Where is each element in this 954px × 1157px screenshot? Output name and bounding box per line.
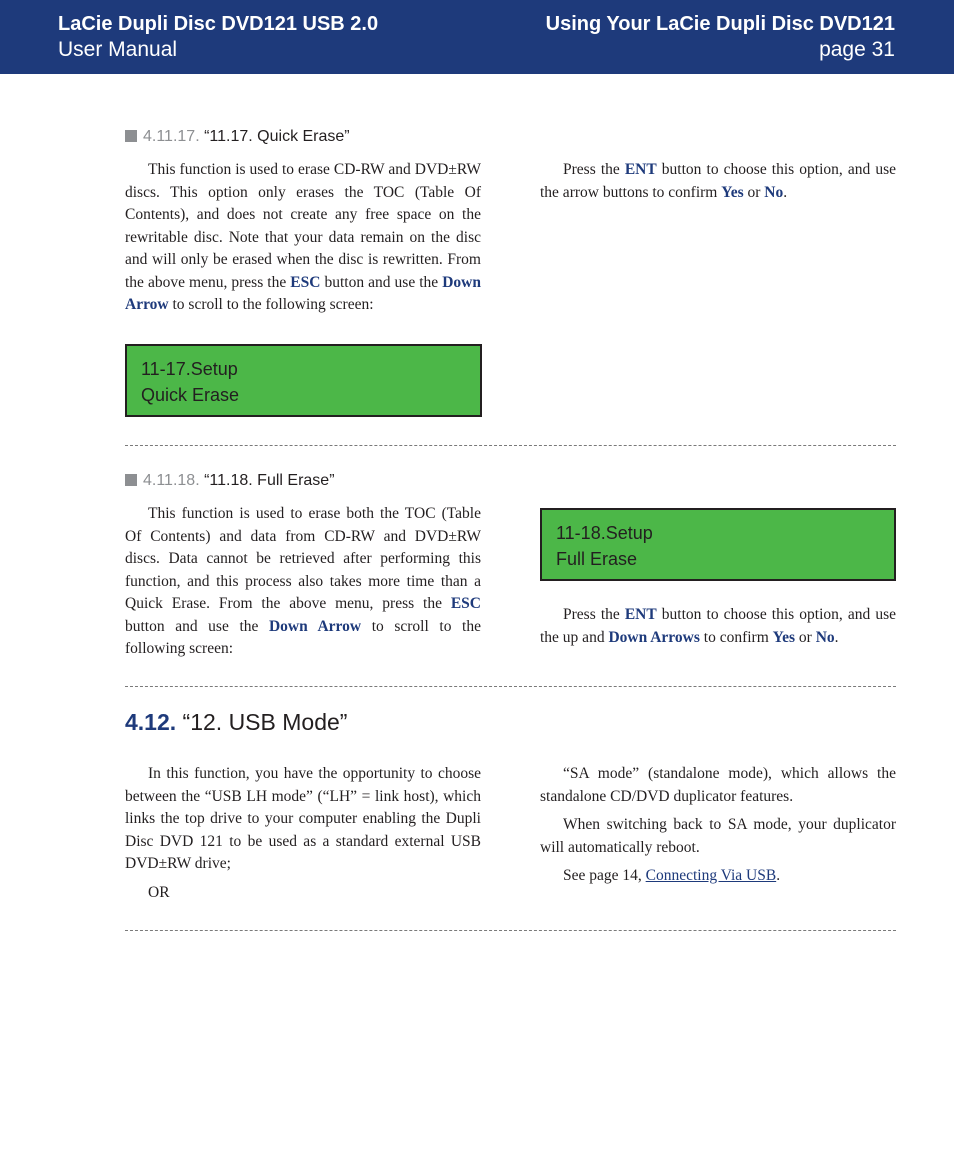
usb-mode-right-column (540, 763, 896, 894)
section-divider (125, 445, 896, 446)
lcd-line-1: 11-17.Setup (141, 359, 238, 379)
connecting-via-usb-link[interactable]: Connecting Via USB (645, 867, 777, 884)
lcd-screen-full-erase (540, 508, 896, 581)
bold-key-term: Yes (721, 183, 744, 201)
lcd-line-2: Quick Erase (141, 385, 240, 405)
bold-key-term: ENT (624, 606, 657, 623)
bullet-square-icon (125, 130, 137, 142)
manual-label: User Manual (58, 38, 178, 61)
bold-key-term: Down Arrow (268, 617, 362, 635)
reboot-paragraph: When switching back to SA mode, your duplicator will automatically reboot. (540, 816, 896, 856)
full-erase-text-column (125, 503, 481, 667)
section-title: “11.18. Full Erase” (204, 472, 335, 489)
lcd-screen-quick-erase (125, 344, 482, 417)
bold-key-term: No (815, 628, 835, 646)
bold-key-term: ESC (450, 595, 481, 612)
section-title: “11.17. Quick Erase” (204, 128, 350, 145)
section-divider (125, 930, 896, 931)
header-right (546, 12, 895, 63)
bold-key-term: ESC (290, 273, 321, 291)
bold-key-term: Yes (772, 628, 796, 646)
section-title: “12. USB Mode” (182, 709, 348, 735)
chapter-title: Using Your LaCie Dupli Disc DVD121 (545, 13, 895, 35)
full-erase-right-column (540, 604, 896, 655)
bold-key-term: Down Arrow (125, 273, 481, 313)
quick-erase-confirm-paragraph: Press the ENT button to choose this option, and use the arrow buttons to confirm Yes or No. (540, 161, 896, 201)
sa-mode-paragraph: “SA mode” (standalone mode), which allows the standalone CD/DVD duplicator features. (540, 765, 896, 805)
section-heading-11-18 (125, 472, 335, 490)
bold-key-term: ENT (624, 161, 657, 178)
product-title: LaCie Dupli Disc DVD121 USB 2.0 (58, 13, 379, 35)
lcd-line-1: 11-18.Setup (556, 523, 653, 543)
section-divider (125, 686, 896, 687)
section-number: 4.12. (125, 709, 177, 735)
section-number: 4.11.17. (143, 128, 200, 145)
usb-mode-or: OR (148, 883, 170, 901)
bullet-square-icon (125, 474, 137, 486)
page-header (0, 0, 954, 74)
quick-erase-text-column (125, 159, 481, 323)
section-heading-12 (125, 709, 347, 736)
bold-key-term: Down Arrows (608, 628, 700, 646)
see-page-paragraph: See page 14, Connecting Via USB. (563, 867, 781, 884)
lcd-line-2: Full Erase (556, 549, 638, 569)
quick-erase-right-column (540, 159, 896, 210)
full-erase-confirm-paragraph: Press the ENT button to choose this option, and use the up and Down Arrows to confirm Yes or No. (540, 606, 896, 646)
section-number: 4.11.18. (143, 472, 200, 489)
bold-key-term: No (764, 183, 784, 201)
usb-mode-left-column (125, 763, 481, 910)
quick-erase-paragraph: This function is used to erase CD-RW and DVD±RW discs. This option only erases the TOC (Table Of Contents), and does not create any free space on the rewritable disc. Note that your data remain on the disc and will only be erased when the disc is rewritten. From the above menu, press the ESC button and use the Down Arrow to scroll to the following screen: (125, 161, 481, 313)
section-heading-11-17 (125, 128, 350, 146)
full-erase-paragraph: This function is used to erase both the TOC (Table Of Contents) and data from CD-RW and DVD±RW discs. Data cannot be retrieved after performing this function, and this process also takes more time than a Quick Erase. From the above menu, press the ESC button and use the Down Arrow to scroll to the following screen: (125, 505, 481, 657)
page-number: page 31 (819, 38, 895, 61)
usb-mode-paragraph: In this function, you have the opportunity to choose between the “USB LH mode” (“LH” = link host), which links the top drive to your computer enabling the Dupli Disc DVD 121 to be used as a standard external USB DVD±RW drive; (125, 765, 481, 872)
header-left (58, 12, 378, 63)
